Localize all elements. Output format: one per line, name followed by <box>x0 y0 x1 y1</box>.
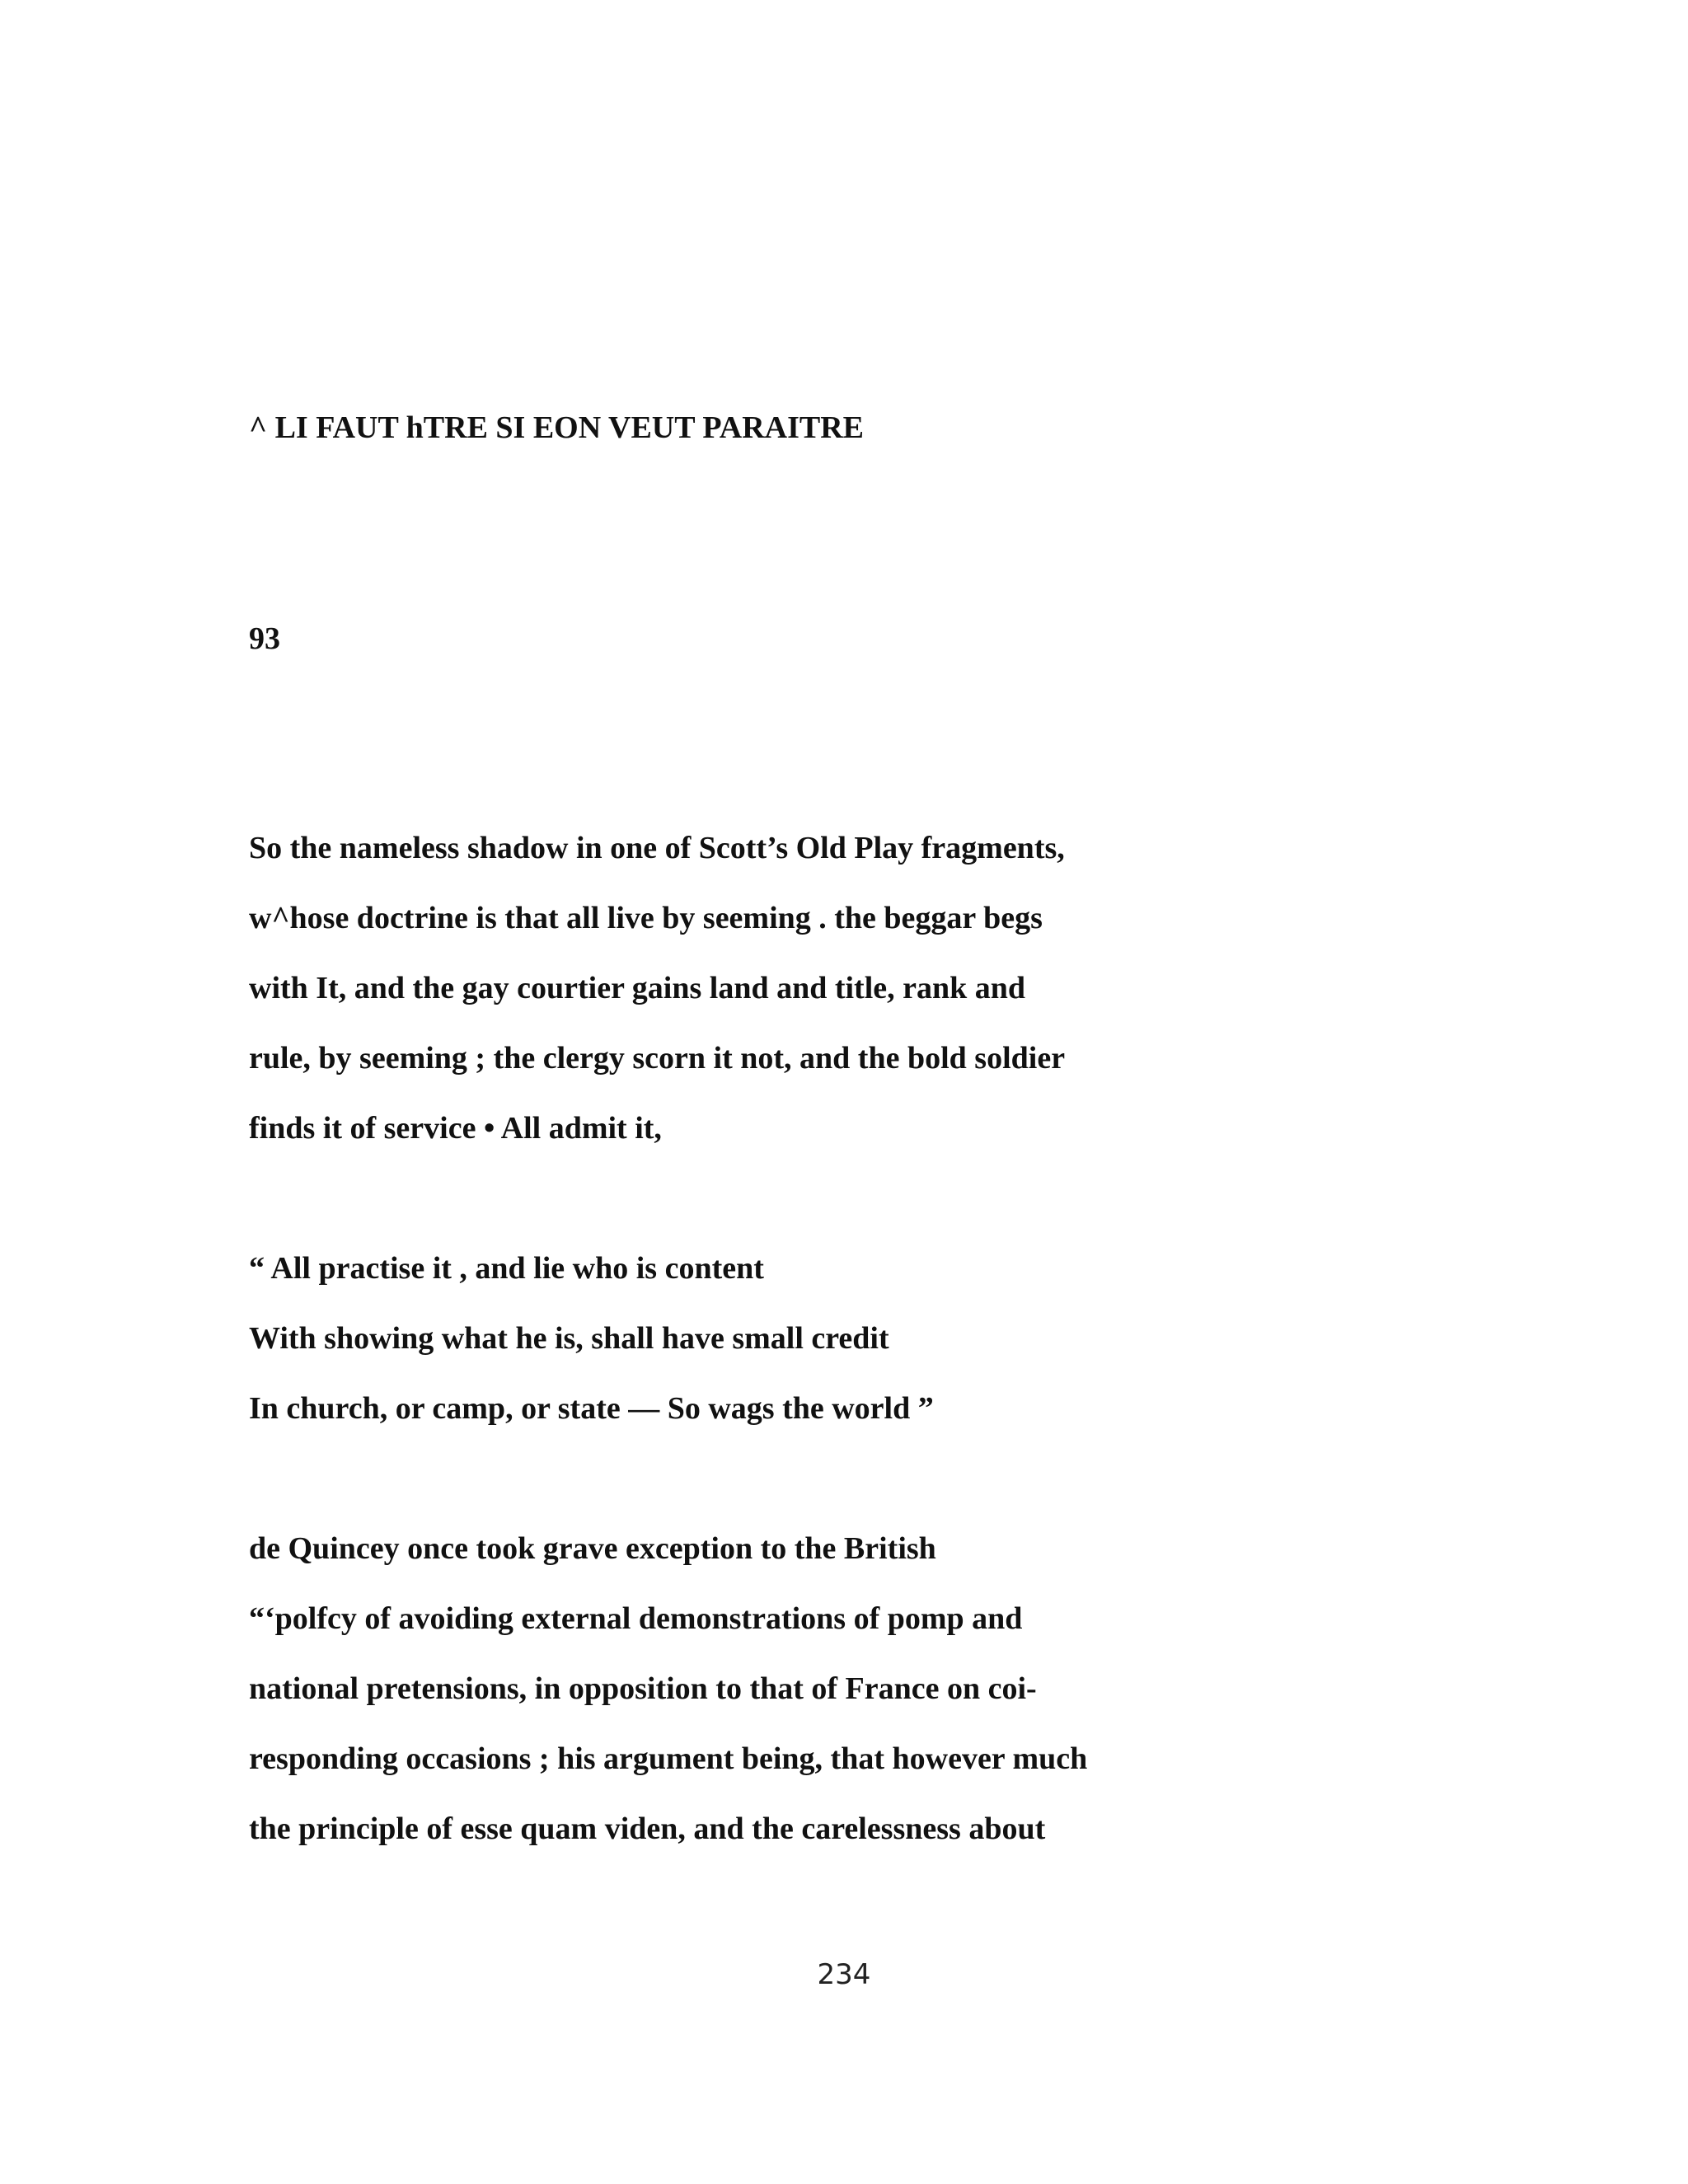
section-number: 93 <box>249 621 280 656</box>
text-line: “‘polfcy of avoiding external demonstrations of pomp and <box>249 1601 1023 1636</box>
text-line: w^hose doctrine is that all live by seeming . the beggar begs <box>249 901 1043 935</box>
page-number: 234 <box>817 1958 871 1991</box>
text-line: rule, by seeming ; the clergy scorn it not, and the bold soldier <box>249 1041 1066 1076</box>
quotation-line: “ All practise it , and lie who is content <box>249 1251 764 1286</box>
running-head: ^ LI FAUT hTRE SI EON VEUT PARAITRE <box>249 410 865 445</box>
text-line: finds it of service • All admit it, <box>249 1111 662 1146</box>
quotation-line: With showing what he is, shall have small credit <box>249 1321 889 1356</box>
text-line: So the nameless shadow in one of Scott’s Old Play fragments, <box>249 831 1065 865</box>
text-line: de Quincey once took grave exception to the British <box>249 1531 936 1566</box>
quotation-line: In church, or camp, or state — So wags the world ” <box>249 1391 934 1426</box>
text-line: with It, and the gay courtier gains land and title, rank and <box>249 971 1026 1005</box>
text-line: national pretensions, in opposition to that of France on coi- <box>249 1671 1037 1706</box>
text-line: the principle of esse quam viden, and the carelessness about <box>249 1811 1046 1846</box>
text-line: responding occasions ; his argument being, that however much <box>249 1741 1088 1776</box>
